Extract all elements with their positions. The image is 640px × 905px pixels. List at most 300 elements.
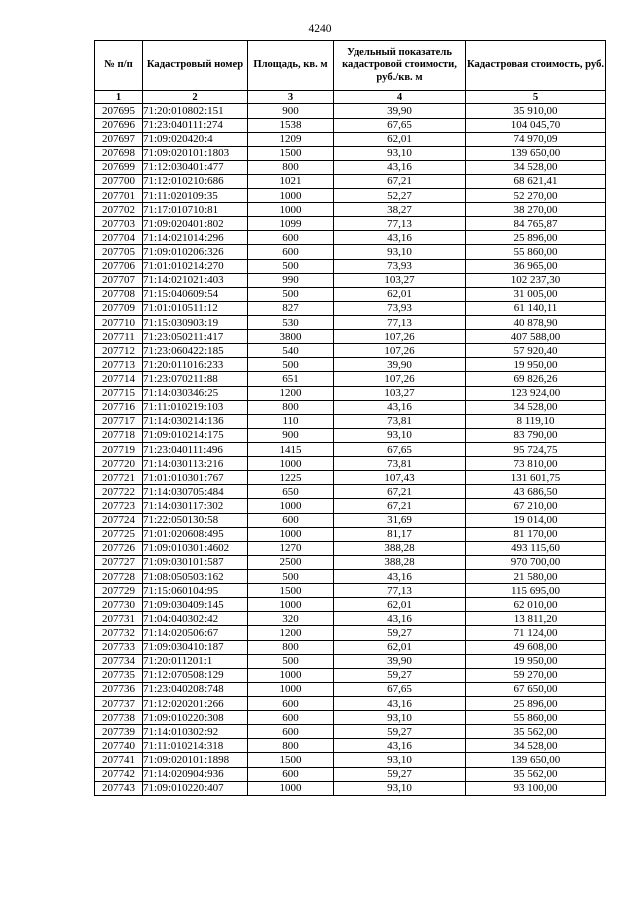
cadastral-cost-cell: 115 695,00	[466, 584, 606, 598]
cadastral-number-cell: 71:09:030410:187	[143, 640, 248, 654]
table-row	[95, 457, 606, 471]
row-number-cell: 207711	[95, 330, 143, 344]
specific-value-cell: 31,69	[334, 513, 466, 527]
table-row	[95, 118, 606, 132]
cadastral-cost-cell: 83 790,00	[466, 428, 606, 442]
cadastral-number-cell: 71:12:010210:686	[143, 174, 248, 188]
area-cell: 990	[248, 273, 334, 287]
specific-value-cell: 43,16	[334, 739, 466, 753]
table-row	[95, 146, 606, 160]
specific-value-cell: 93,10	[334, 711, 466, 725]
specific-value-cell: 77,13	[334, 584, 466, 598]
specific-value-cell: 93,10	[334, 245, 466, 259]
specific-value-cell: 67,21	[334, 174, 466, 188]
area-cell: 1500	[248, 146, 334, 160]
row-number-cell: 207729	[95, 584, 143, 598]
row-number-cell: 207740	[95, 739, 143, 753]
specific-value-cell: 73,81	[334, 457, 466, 471]
area-cell: 1000	[248, 682, 334, 696]
table-row	[95, 781, 606, 795]
row-number-cell: 207728	[95, 570, 143, 584]
specific-value-cell: 59,27	[334, 626, 466, 640]
table-row	[95, 753, 606, 767]
specific-value-cell: 93,10	[334, 146, 466, 160]
area-cell: 1415	[248, 443, 334, 457]
cadastral-cost-cell: 19 950,00	[466, 358, 606, 372]
row-number-cell: 207736	[95, 682, 143, 696]
table-row	[95, 316, 606, 330]
area-cell: 600	[248, 725, 334, 739]
header-cadastral-cost: Кадастровая стоимость, руб.	[466, 41, 606, 91]
area-cell: 900	[248, 104, 334, 118]
cadastral-number-cell: 71:22:050130:58	[143, 513, 248, 527]
cadastral-number-cell: 71:01:010301:767	[143, 471, 248, 485]
cadastral-cost-cell: 139 650,00	[466, 146, 606, 160]
area-cell: 1000	[248, 499, 334, 513]
area-cell: 1500	[248, 584, 334, 598]
specific-value-cell: 81,17	[334, 527, 466, 541]
table-row	[95, 668, 606, 682]
specific-value-cell: 67,65	[334, 118, 466, 132]
area-cell: 1000	[248, 189, 334, 203]
area-cell: 1000	[248, 527, 334, 541]
row-number-cell: 207713	[95, 358, 143, 372]
cadastral-cost-cell: 95 724,75	[466, 443, 606, 457]
cadastral-cost-cell: 62 010,00	[466, 598, 606, 612]
specific-value-cell: 38,27	[334, 203, 466, 217]
cadastral-cost-cell: 35 562,00	[466, 767, 606, 781]
specific-value-cell: 67,65	[334, 682, 466, 696]
specific-value-cell: 43,16	[334, 160, 466, 174]
row-number-cell: 207703	[95, 217, 143, 231]
area-cell: 600	[248, 696, 334, 710]
area-cell: 1200	[248, 386, 334, 400]
cadastral-number-cell: 71:11:010214:318	[143, 739, 248, 753]
table-row	[95, 344, 606, 358]
cadastral-number-cell: 71:15:060104:95	[143, 584, 248, 598]
cadastral-number-cell: 71:11:020109:35	[143, 189, 248, 203]
area-cell: 651	[248, 372, 334, 386]
area-cell: 1538	[248, 118, 334, 132]
area-cell: 800	[248, 400, 334, 414]
cadastral-number-cell: 71:23:040208:748	[143, 682, 248, 696]
row-number-cell: 207742	[95, 767, 143, 781]
specific-value-cell: 62,01	[334, 640, 466, 654]
cadastral-cost-cell: 139 650,00	[466, 753, 606, 767]
header-row-number: № п/п	[95, 41, 143, 91]
table-row	[95, 654, 606, 668]
row-number-cell: 207720	[95, 457, 143, 471]
area-cell: 500	[248, 358, 334, 372]
row-number-cell: 207743	[95, 781, 143, 795]
row-number-cell: 207706	[95, 259, 143, 273]
area-cell: 110	[248, 414, 334, 428]
area-cell: 540	[248, 344, 334, 358]
row-number-cell: 207721	[95, 471, 143, 485]
table-row	[95, 203, 606, 217]
row-number-cell: 207710	[95, 316, 143, 330]
area-cell: 320	[248, 612, 334, 626]
cadastral-cost-cell: 104 045,70	[466, 118, 606, 132]
cadastral-number-cell: 71:23:070211:88	[143, 372, 248, 386]
specific-value-cell: 39,90	[334, 654, 466, 668]
row-number-cell: 207730	[95, 598, 143, 612]
table-row	[95, 372, 606, 386]
row-number-cell: 207714	[95, 372, 143, 386]
table-row	[95, 541, 606, 555]
row-number-cell: 207712	[95, 344, 143, 358]
specific-value-cell: 59,27	[334, 668, 466, 682]
row-number-cell: 207716	[95, 400, 143, 414]
specific-value-cell: 388,28	[334, 555, 466, 569]
cadastral-cost-cell: 21 580,00	[466, 570, 606, 584]
cadastral-cost-cell: 84 765,87	[466, 217, 606, 231]
area-cell: 600	[248, 231, 334, 245]
row-number-cell: 207696	[95, 118, 143, 132]
specific-value-cell: 93,10	[334, 753, 466, 767]
table-row	[95, 104, 606, 118]
cadastral-number-cell: 71:20:011201:1	[143, 654, 248, 668]
page-number: 4240	[308, 23, 332, 35]
cadastral-number-cell: 71:11:010219:103	[143, 400, 248, 414]
table-row	[95, 414, 606, 428]
area-cell: 1225	[248, 471, 334, 485]
row-number-cell: 207702	[95, 203, 143, 217]
table-row	[95, 189, 606, 203]
cadastral-number-cell: 71:09:010220:407	[143, 781, 248, 795]
cadastral-number-cell: 71:09:010214:175	[143, 428, 248, 442]
cadastral-cost-cell: 43 686,50	[466, 485, 606, 499]
cadastral-cost-cell: 131 601,75	[466, 471, 606, 485]
cadastral-cost-cell: 73 810,00	[466, 457, 606, 471]
row-number-cell: 207718	[95, 428, 143, 442]
row-number-cell: 207725	[95, 527, 143, 541]
cadastral-number-cell: 71:23:060422:185	[143, 344, 248, 358]
specific-value-cell: 103,27	[334, 273, 466, 287]
cadastral-cost-cell: 38 270,00	[466, 203, 606, 217]
cadastral-number-cell: 71:14:010302:92	[143, 725, 248, 739]
row-number-cell: 207719	[95, 443, 143, 457]
area-cell: 600	[248, 513, 334, 527]
cadastral-number-cell: 71:08:050503:162	[143, 570, 248, 584]
area-cell: 3800	[248, 330, 334, 344]
table-header-row	[95, 41, 606, 91]
row-number-cell: 207735	[95, 668, 143, 682]
specific-value-cell: 73,93	[334, 301, 466, 315]
specific-value-cell: 107,43	[334, 471, 466, 485]
row-number-cell: 207738	[95, 711, 143, 725]
table-row	[95, 301, 606, 315]
table-row	[95, 471, 606, 485]
cadastral-cost-cell: 69 826,26	[466, 372, 606, 386]
specific-value-cell: 67,65	[334, 443, 466, 457]
header-specific-value: Удельный показатель кадастровой стоимости, руб./кв. м	[334, 41, 466, 91]
table-row	[95, 287, 606, 301]
table-row	[95, 598, 606, 612]
cadastral-number-cell: 71:04:040302:42	[143, 612, 248, 626]
cadastral-number-cell: 71:12:020201:266	[143, 696, 248, 710]
column-number: 2	[143, 91, 248, 104]
specific-value-cell: 59,27	[334, 725, 466, 739]
cadastral-cost-cell: 102 237,30	[466, 273, 606, 287]
cadastral-cost-cell: 49 608,00	[466, 640, 606, 654]
area-cell: 1209	[248, 132, 334, 146]
area-cell: 1000	[248, 668, 334, 682]
area-cell: 600	[248, 767, 334, 781]
row-number-cell: 207722	[95, 485, 143, 499]
cadastral-cost-cell: 25 896,00	[466, 696, 606, 710]
row-number-cell: 207709	[95, 301, 143, 315]
cadastral-number-cell: 71:09:020101:1803	[143, 146, 248, 160]
table-row	[95, 428, 606, 442]
area-cell: 600	[248, 711, 334, 725]
table-row	[95, 711, 606, 725]
table-row	[95, 584, 606, 598]
row-number-cell: 207732	[95, 626, 143, 640]
area-cell: 800	[248, 160, 334, 174]
header-area: Площадь, кв. м	[248, 41, 334, 91]
specific-value-cell: 43,16	[334, 231, 466, 245]
cadastral-cost-cell: 35 562,00	[466, 725, 606, 739]
table-row	[95, 400, 606, 414]
cadastral-cost-cell: 40 878,90	[466, 316, 606, 330]
row-number-cell: 207737	[95, 696, 143, 710]
row-number-cell: 207707	[95, 273, 143, 287]
row-number-cell: 207734	[95, 654, 143, 668]
cadastral-number-cell: 71:17:010710:81	[143, 203, 248, 217]
area-cell: 1000	[248, 457, 334, 471]
cadastral-value-table	[94, 40, 606, 796]
row-number-cell: 207739	[95, 725, 143, 739]
area-cell: 530	[248, 316, 334, 330]
cadastral-number-cell: 71:14:030113:216	[143, 457, 248, 471]
cadastral-cost-cell: 31 005,00	[466, 287, 606, 301]
table-row	[95, 259, 606, 273]
specific-value-cell: 62,01	[334, 598, 466, 612]
column-number: 1	[95, 91, 143, 104]
cadastral-number-cell: 71:09:010301:4602	[143, 541, 248, 555]
table-row	[95, 612, 606, 626]
specific-value-cell: 77,13	[334, 217, 466, 231]
area-cell: 800	[248, 640, 334, 654]
table-row	[95, 725, 606, 739]
specific-value-cell: 43,16	[334, 696, 466, 710]
table-row	[95, 640, 606, 654]
cadastral-number-cell: 71:12:070508:129	[143, 668, 248, 682]
cadastral-number-cell: 71:01:010511:12	[143, 301, 248, 315]
row-number-cell: 207727	[95, 555, 143, 569]
cadastral-cost-cell: 34 528,00	[466, 739, 606, 753]
table-row	[95, 527, 606, 541]
cadastral-number-cell: 71:20:011016:233	[143, 358, 248, 372]
row-number-cell: 207717	[95, 414, 143, 428]
area-cell: 1099	[248, 217, 334, 231]
specific-value-cell: 39,90	[334, 358, 466, 372]
area-cell: 600	[248, 245, 334, 259]
cadastral-number-cell: 71:14:030346:25	[143, 386, 248, 400]
row-number-cell: 207724	[95, 513, 143, 527]
row-number-cell: 207705	[95, 245, 143, 259]
cadastral-number-cell: 71:14:030214:136	[143, 414, 248, 428]
table-row	[95, 513, 606, 527]
area-cell: 500	[248, 259, 334, 273]
cadastral-cost-cell: 67 210,00	[466, 499, 606, 513]
row-number-cell: 207715	[95, 386, 143, 400]
area-cell: 1200	[248, 626, 334, 640]
row-number-cell: 207708	[95, 287, 143, 301]
area-cell: 500	[248, 570, 334, 584]
table-row	[95, 626, 606, 640]
cadastral-number-cell: 71:14:020506:67	[143, 626, 248, 640]
column-number: 3	[248, 91, 334, 104]
cadastral-cost-cell: 93 100,00	[466, 781, 606, 795]
specific-value-cell: 52,27	[334, 189, 466, 203]
table-row	[95, 682, 606, 696]
cadastral-number-cell: 71:01:010214:270	[143, 259, 248, 273]
cadastral-cost-cell: 407 588,00	[466, 330, 606, 344]
area-cell: 827	[248, 301, 334, 315]
column-number: 4	[334, 91, 466, 104]
specific-value-cell: 77,13	[334, 316, 466, 330]
cadastral-number-cell: 71:09:010206:326	[143, 245, 248, 259]
table-row	[95, 160, 606, 174]
table-row	[95, 767, 606, 781]
cadastral-number-cell: 71:09:030101:587	[143, 555, 248, 569]
area-cell: 650	[248, 485, 334, 499]
cadastral-cost-cell: 68 621,41	[466, 174, 606, 188]
table-body	[95, 104, 606, 795]
area-cell: 1000	[248, 781, 334, 795]
area-cell: 1000	[248, 203, 334, 217]
specific-value-cell: 73,81	[334, 414, 466, 428]
cadastral-cost-cell: 19 950,00	[466, 654, 606, 668]
cadastral-cost-cell: 8 119,10	[466, 414, 606, 428]
table-row	[95, 330, 606, 344]
specific-value-cell: 388,28	[334, 541, 466, 555]
row-number-cell: 207741	[95, 753, 143, 767]
specific-value-cell: 93,10	[334, 428, 466, 442]
row-number-cell: 207698	[95, 146, 143, 160]
cadastral-cost-cell: 13 811,20	[466, 612, 606, 626]
row-number-cell: 207704	[95, 231, 143, 245]
cadastral-number-cell: 71:09:030409:145	[143, 598, 248, 612]
specific-value-cell: 107,26	[334, 372, 466, 386]
cadastral-cost-cell: 19 014,00	[466, 513, 606, 527]
area-cell: 1270	[248, 541, 334, 555]
cadastral-cost-cell: 74 970,09	[466, 132, 606, 146]
cadastral-number-cell: 71:20:010802:151	[143, 104, 248, 118]
cadastral-cost-cell: 34 528,00	[466, 160, 606, 174]
row-number-cell: 207695	[95, 104, 143, 118]
area-cell: 1500	[248, 753, 334, 767]
cadastral-cost-cell: 36 965,00	[466, 259, 606, 273]
specific-value-cell: 93,10	[334, 781, 466, 795]
area-cell: 500	[248, 287, 334, 301]
table-row	[95, 132, 606, 146]
table-row	[95, 739, 606, 753]
cadastral-cost-cell: 35 910,00	[466, 104, 606, 118]
area-cell: 500	[248, 654, 334, 668]
row-number-cell: 207701	[95, 189, 143, 203]
cadastral-number-cell: 71:09:020401:802	[143, 217, 248, 231]
row-number-cell: 207700	[95, 174, 143, 188]
row-number-cell: 207723	[95, 499, 143, 513]
cadastral-number-cell: 71:12:030401:477	[143, 160, 248, 174]
cadastral-number-cell: 71:23:050211:417	[143, 330, 248, 344]
cadastral-number-cell: 71:14:021021:403	[143, 273, 248, 287]
specific-value-cell: 43,16	[334, 570, 466, 584]
cadastral-cost-cell: 81 170,00	[466, 527, 606, 541]
row-number-cell: 207733	[95, 640, 143, 654]
row-number-cell: 207731	[95, 612, 143, 626]
area-cell: 1021	[248, 174, 334, 188]
specific-value-cell: 73,93	[334, 259, 466, 273]
cadastral-cost-cell: 34 528,00	[466, 400, 606, 414]
row-number-cell: 207726	[95, 541, 143, 555]
cadastral-number-cell: 71:09:010220:308	[143, 711, 248, 725]
cadastral-cost-cell: 67 650,00	[466, 682, 606, 696]
specific-value-cell: 59,27	[334, 767, 466, 781]
row-number-cell: 207697	[95, 132, 143, 146]
area-cell: 800	[248, 739, 334, 753]
area-cell: 2500	[248, 555, 334, 569]
table-row	[95, 696, 606, 710]
header-cadastral-number: Кадастровый номер	[143, 41, 248, 91]
cadastral-number-cell: 71:14:021014:296	[143, 231, 248, 245]
table-row	[95, 358, 606, 372]
area-cell: 900	[248, 428, 334, 442]
cadastral-cost-cell: 970 700,00	[466, 555, 606, 569]
table-row	[95, 499, 606, 513]
cadastral-cost-cell: 493 115,60	[466, 541, 606, 555]
row-number-cell: 207699	[95, 160, 143, 174]
cadastral-number-cell: 71:15:040609:54	[143, 287, 248, 301]
specific-value-cell: 67,21	[334, 499, 466, 513]
column-number-row	[95, 91, 606, 104]
cadastral-number-cell: 71:01:020608:495	[143, 527, 248, 541]
cadastral-number-cell: 71:15:030903:19	[143, 316, 248, 330]
specific-value-cell: 107,26	[334, 330, 466, 344]
specific-value-cell: 107,26	[334, 344, 466, 358]
specific-value-cell: 43,16	[334, 400, 466, 414]
cadastral-cost-cell: 61 140,11	[466, 301, 606, 315]
cadastral-number-cell: 71:23:040111:274	[143, 118, 248, 132]
table-row	[95, 570, 606, 584]
specific-value-cell: 43,16	[334, 612, 466, 626]
cadastral-number-cell: 71:14:030117:302	[143, 499, 248, 513]
table-row	[95, 217, 606, 231]
table-row	[95, 245, 606, 259]
specific-value-cell: 62,01	[334, 132, 466, 146]
specific-value-cell: 39,90	[334, 104, 466, 118]
cadastral-number-cell: 71:14:030705:484	[143, 485, 248, 499]
cadastral-cost-cell: 71 124,00	[466, 626, 606, 640]
specific-value-cell: 62,01	[334, 287, 466, 301]
table-row	[95, 231, 606, 245]
cadastral-number-cell: 71:09:020420:4	[143, 132, 248, 146]
table-row	[95, 485, 606, 499]
cadastral-cost-cell: 52 270,00	[466, 189, 606, 203]
table-row	[95, 273, 606, 287]
table-row	[95, 443, 606, 457]
cadastral-cost-cell: 55 860,00	[466, 245, 606, 259]
table-row	[95, 174, 606, 188]
table-row	[95, 555, 606, 569]
cadastral-cost-cell: 123 924,00	[466, 386, 606, 400]
column-number: 5	[466, 91, 606, 104]
cadastral-cost-cell: 59 270,00	[466, 668, 606, 682]
cadastral-number-cell: 71:09:020101:1898	[143, 753, 248, 767]
